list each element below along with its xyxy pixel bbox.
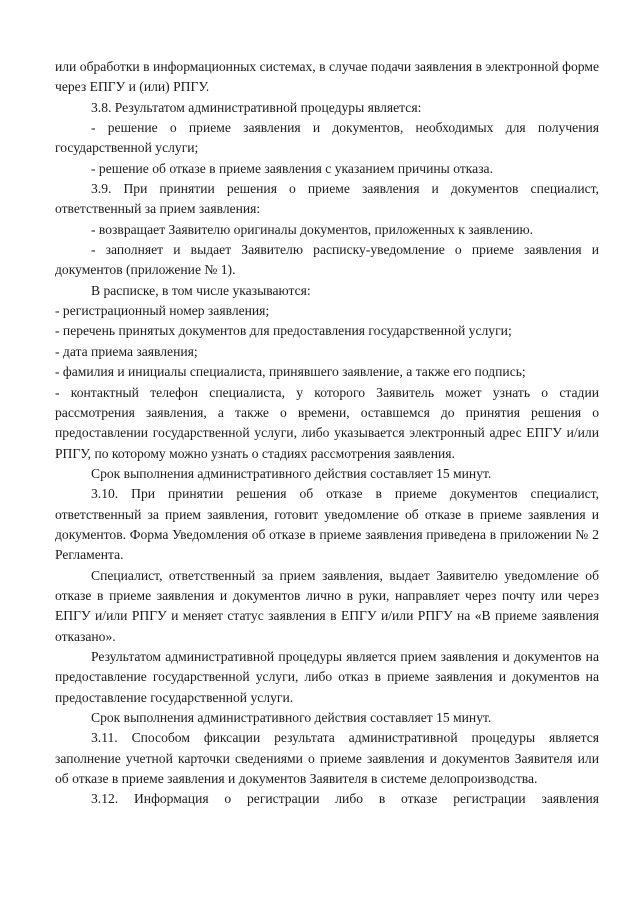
list-item-refusal-decision: - решение об отказе в приеме заявления с указанием причины отказа. [91, 160, 493, 176]
list-item-registration-number: - регистрационный номер заявления; [55, 303, 270, 319]
paragraph-procedure-result: Результатом административной процедуры является прием заявления и документов на предоставление государственной услуги, либо отказ в приеме заявления и документов на предоставление государственной услуги. [55, 648, 599, 705]
paragraph-duration-1: Срок выполнения административного действия составляет 15 минут. [91, 465, 492, 481]
list-item-issue-receipt: - заполняет и выдает Заявителю расписку-уведомление о приеме заявления и документов (приложение № 1). [55, 242, 599, 278]
paragraph-3-8-heading: 3.8. Результатом административной процедуры является: [91, 99, 422, 115]
list-item-contact-phone: - контактный телефон специалиста, у которого Заявитель может узнать о стадии рассмотрения заявления, а также о времени, оставшемся до принятия решения о предоставлении государственной услуги, либо указывается электронный адрес ЕПГУ и/или РПГУ, по которому можно узнать о стадиях рассмотрения заявления. [55, 384, 599, 461]
paragraph-continuation: или обработки в информационных системах, в случае подачи заявления в электронной форме через ЕПГУ и (или) РПГУ. [55, 59, 599, 95]
paragraph-3-9: 3.9. При принятии решения о приеме заявления и документов специалист, ответственный за прием заявления: [55, 181, 599, 217]
list-item-return-originals: - возвращает Заявителю оригиналы документов, приложенных к заявлению. [91, 221, 534, 237]
list-item-date: - дата приема заявления; [55, 343, 198, 359]
paragraph-3-12: 3.12. Информация о регистрации либо в отказе регистрации заявления [91, 791, 599, 807]
list-item-specialist-name: - фамилия и инициалы специалиста, принявшего заявление, а также его подпись; [55, 364, 526, 380]
list-item-accepted-documents: - перечень принятых документов для предоставления государственной услуги; [55, 323, 512, 339]
paragraph-3-10: 3.10. При принятии решения об отказе в приеме документов специалист, ответственный за прием заявления, готовит уведомление об отказе в приеме заявления и документов. Форма Уведомления об отказе в приеме заявления приведена в приложении № 2 Регламента. [55, 486, 599, 563]
list-item-accept-decision: - решение о приеме заявления и документов, необходимых для получения государственной услуги; [55, 120, 599, 156]
paragraph-3-11: 3.11. Способом фиксации результата административной процедуры является заполнение учетной карточки сведениями о приеме заявления и документов Заявителя или об отказе в приеме заявления и документов Заявителя в системе делопроизводства. [55, 730, 599, 787]
paragraph-duration-2: Срок выполнения административного действия составляет 15 минут. [91, 710, 492, 725]
paragraph-receipt-contents: В расписке, в том числе указываются: [91, 282, 311, 298]
paragraph-refusal-notice: Специалист, ответственный за прием заявления, выдает Заявителю уведомление об отказе в приеме заявления и документов лично в руки, направляет через почту или через ЕПГУ и/или РПГУ и меняет статус заявления в ЕПГУ и/или РПГУ на «В приеме заявления отказано». [55, 567, 599, 644]
